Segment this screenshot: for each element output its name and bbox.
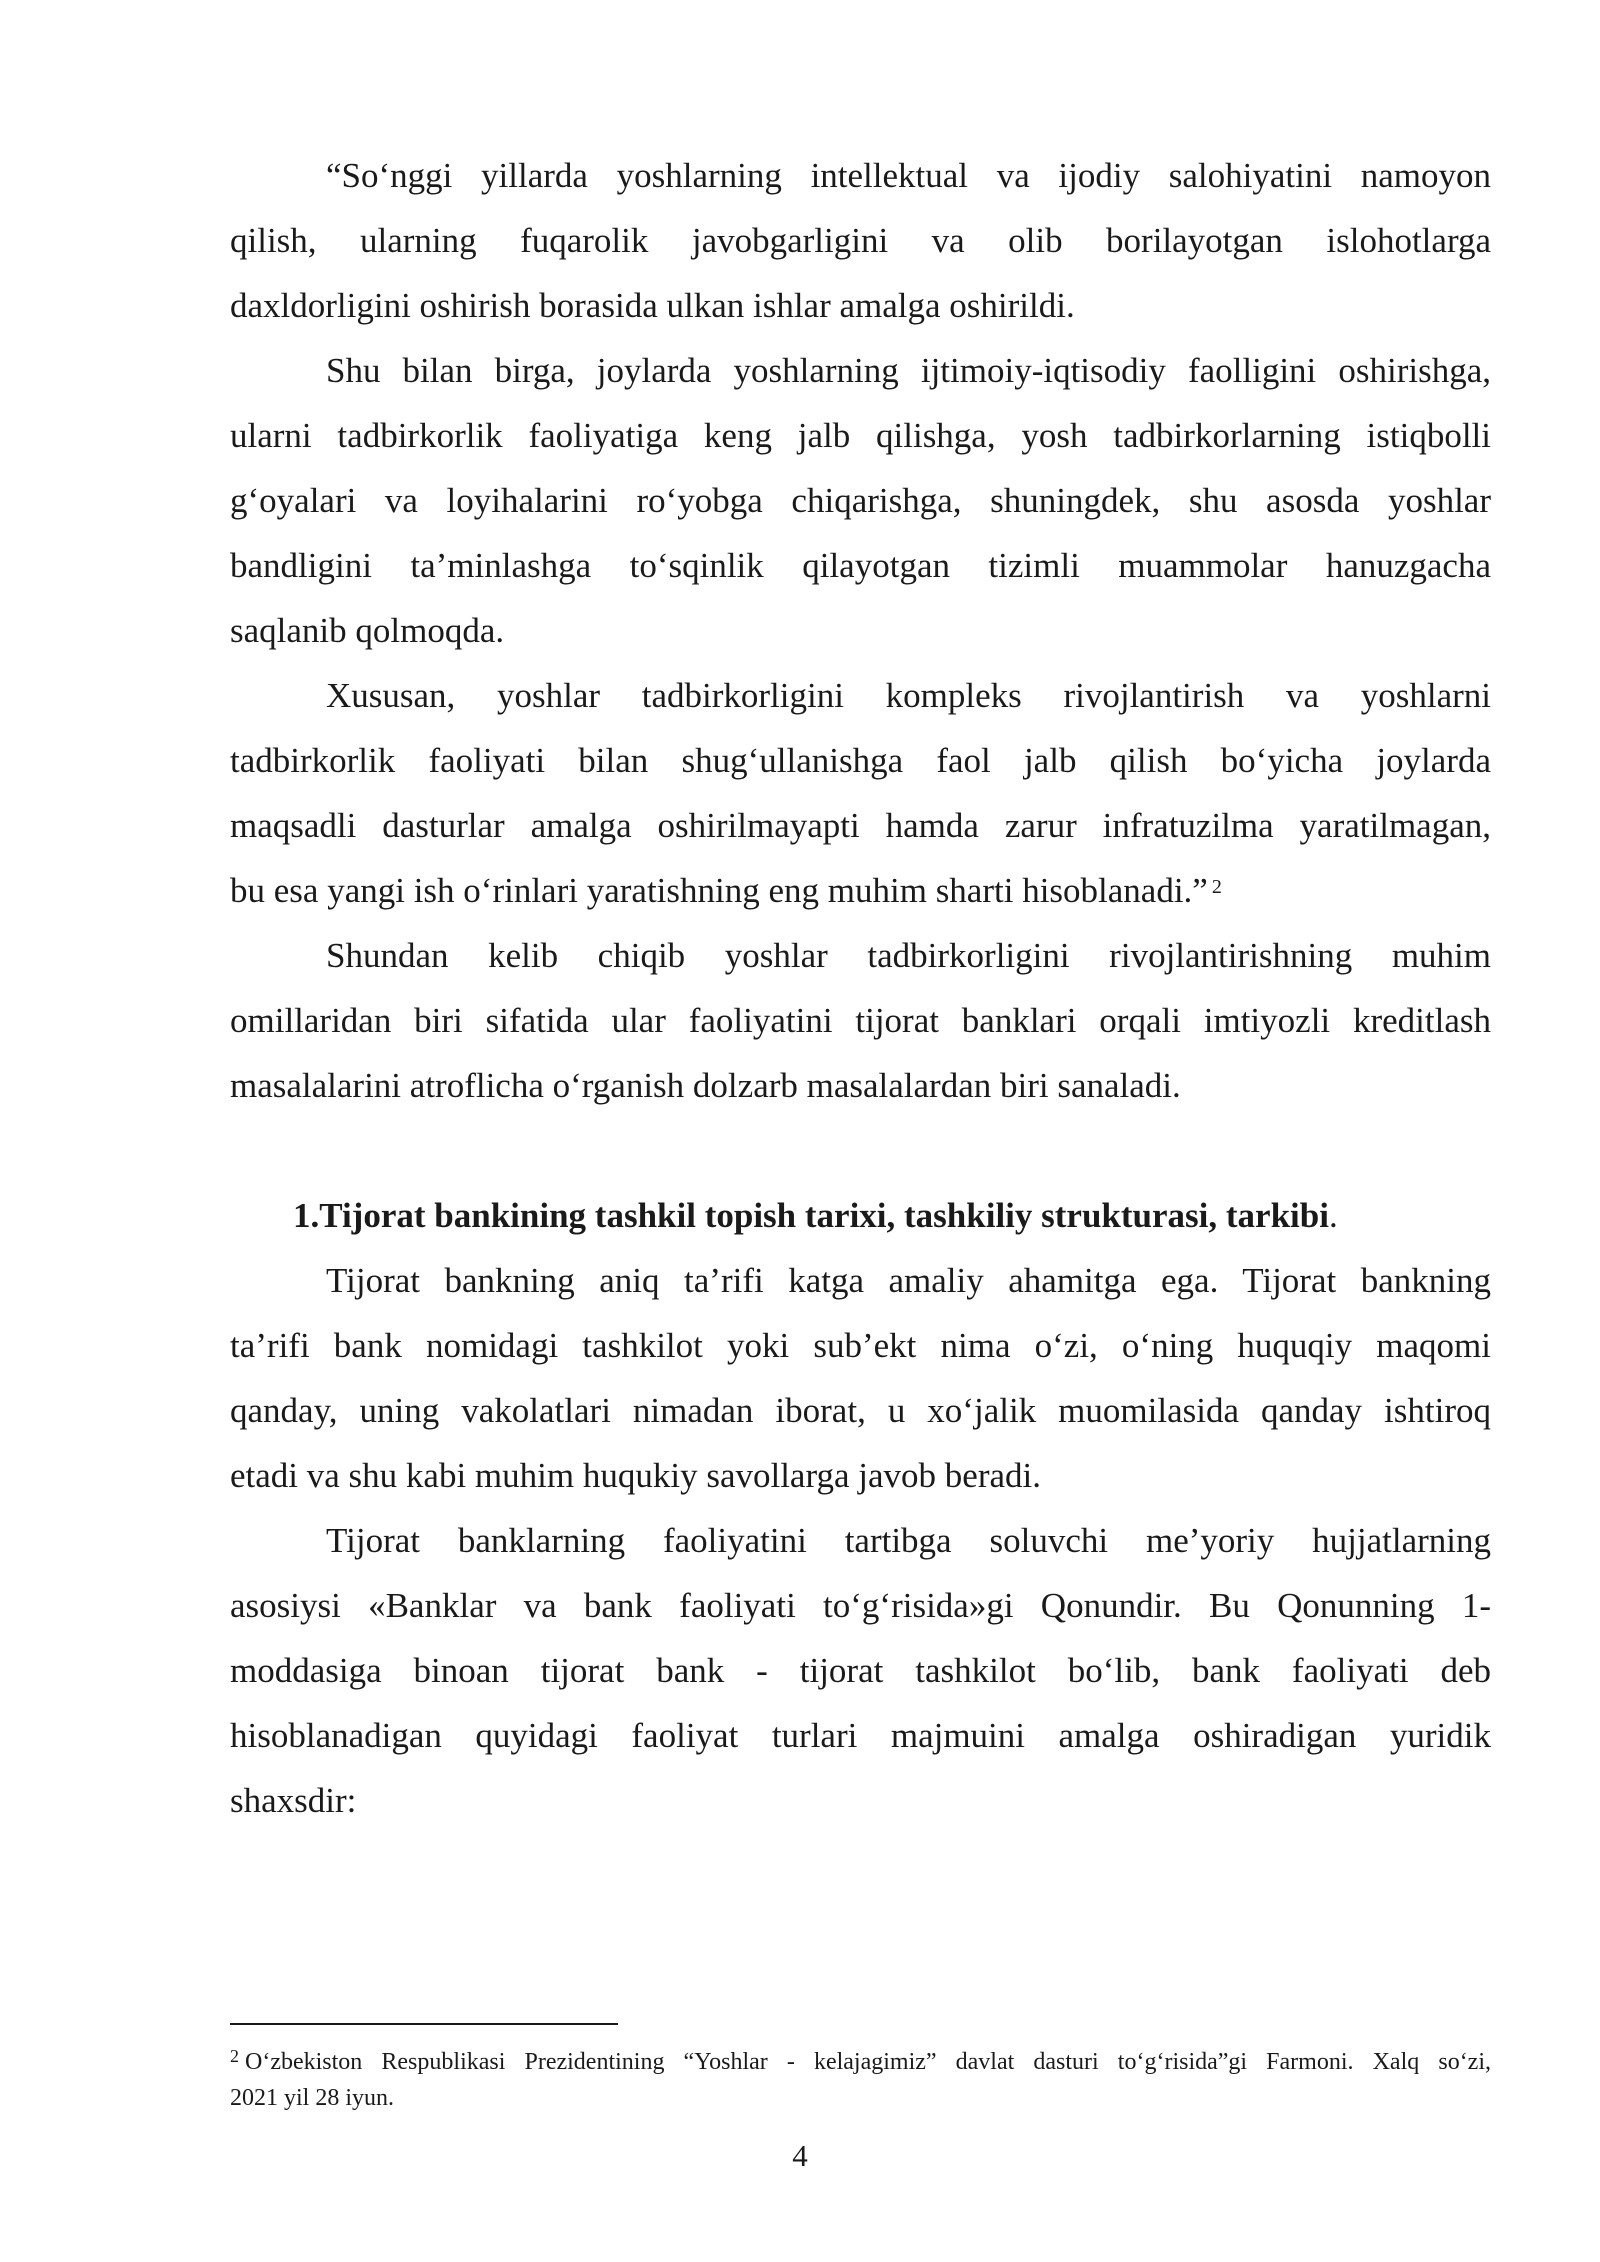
- body-text-line: Xususan, yoshlar tadbirkorligini kompleks rivojlantirish va yoshlarni: [326, 676, 1491, 715]
- footnote-text: O‘zbekiston Respublikasi Prezidentining “Yoshlar - kelajagimiz” davlat dasturi to‘g‘risida”gi Farmoni. Xalq so‘zi,: [245, 2049, 1491, 2075]
- section-heading-text: 1.Tijorat bankining tashkil topish tarixi, tashkiliy strukturasi, tarkibi: [293, 1196, 1329, 1235]
- body-text-line: ta’rifi bank nomidagi tashkilot yoki sub’ekt nima o‘zi, o‘ning huquqiy maqomi: [230, 1326, 1491, 1365]
- body-text-line: Tijorat bankning aniq ta’rifi katga amaliy ahamitga ega. Tijorat bankning: [326, 1261, 1491, 1300]
- body-text-line: Shu bilan birga, joylarda yoshlarning ijtimoiy-iqtisodiy faolligini oshirishga,: [326, 351, 1491, 390]
- body-text-line: qilish, ularning fuqarolik javobgarligini va olib borilayotgan islohotlarga: [230, 221, 1491, 260]
- section-heading: [293, 1193, 1338, 1239]
- body-text-line: bandligini ta’minlashga to‘sqinlik qilayotgan tizimli muammolar hanuzgacha: [230, 546, 1491, 585]
- body-text-line: moddasiga binoan tijorat bank - tijorat tashkilot bo‘lib, bank faoliyati deb: [230, 1651, 1491, 1690]
- body-text-line: ularni tadbirkorlik faoliyatiga keng jalb qilishga, yosh tadbirkorlarning istiqbolli: [230, 416, 1491, 455]
- body-text-line: “So‘nggi yillarda yoshlarning intellektual va ijodiy salohiyatini namoyon: [326, 156, 1491, 195]
- body-text-line: shaxsdir:: [230, 1781, 357, 1820]
- body-text-line: saqlanib qolmoqda.: [230, 611, 505, 650]
- body-text-line: hisoblanadigan quyidagi faoliyat turlari majmuini amalga oshiradigan yuridik: [230, 1716, 1491, 1755]
- body-text-line: asosiysi «Banklar va bank faoliyati to‘g‘risida»gi Qonundir. Bu Qonunning 1-: [230, 1586, 1491, 1625]
- body-text-line: g‘oyalari va loyihalarini ro‘yobga chiqarishga, shuningdek, shu asosda yoshlar: [230, 481, 1491, 520]
- body-text-line: [230, 868, 1222, 914]
- body-text-line: daxldorligini oshirish borasida ulkan ishlar amalga oshirildi.: [230, 286, 1075, 325]
- body-text-line: maqsadli dasturlar amalga oshirilmayapti hamda zarur infratuzilma yaratilmagan,: [230, 806, 1491, 845]
- body-text-line: etadi va shu kabi muhim huqukiy savollarga javob beradi.: [230, 1456, 1041, 1495]
- body-text: bu esa yangi ish o‘rinlari yaratishning eng muhim sharti hisoblanadi.”: [230, 871, 1208, 910]
- body-text-line: masalalarini atroflicha o‘rganish dolzarb masalalardan biri sanaladi.: [230, 1066, 1181, 1105]
- body-text-line: omillaridan biri sifatida ular faoliyatini tijorat banklari orqali imtiyozli kreditlash: [230, 1001, 1491, 1040]
- body-text-line: qanday, uning vakolatlari nimadan iborat, u xo‘jalik muomilasida qanday ishtiroq: [230, 1391, 1491, 1430]
- footnote-separator: [230, 2023, 618, 2025]
- footnote-reference: 2: [1211, 876, 1222, 898]
- footnote-line: [230, 2046, 1491, 2078]
- section-heading-dot: .: [1328, 1196, 1338, 1235]
- body-text-line: tadbirkorlik faoliyati bilan shug‘ullanishga faol jalb qilish bo‘yicha joylarda: [230, 741, 1491, 780]
- footnote-line: 2021 yil 28 iyun.: [230, 2085, 395, 2111]
- body-text-line: Tijorat banklarning faoliyatini tartibga soluvchi me’yoriy hujjatlarning: [326, 1521, 1491, 1560]
- footnote-number: 2: [230, 2046, 239, 2066]
- page-number: 4: [792, 2138, 808, 2173]
- body-text-line: Shundan kelib chiqib yoshlar tadbirkorligini rivojlantirishning muhim: [326, 936, 1491, 975]
